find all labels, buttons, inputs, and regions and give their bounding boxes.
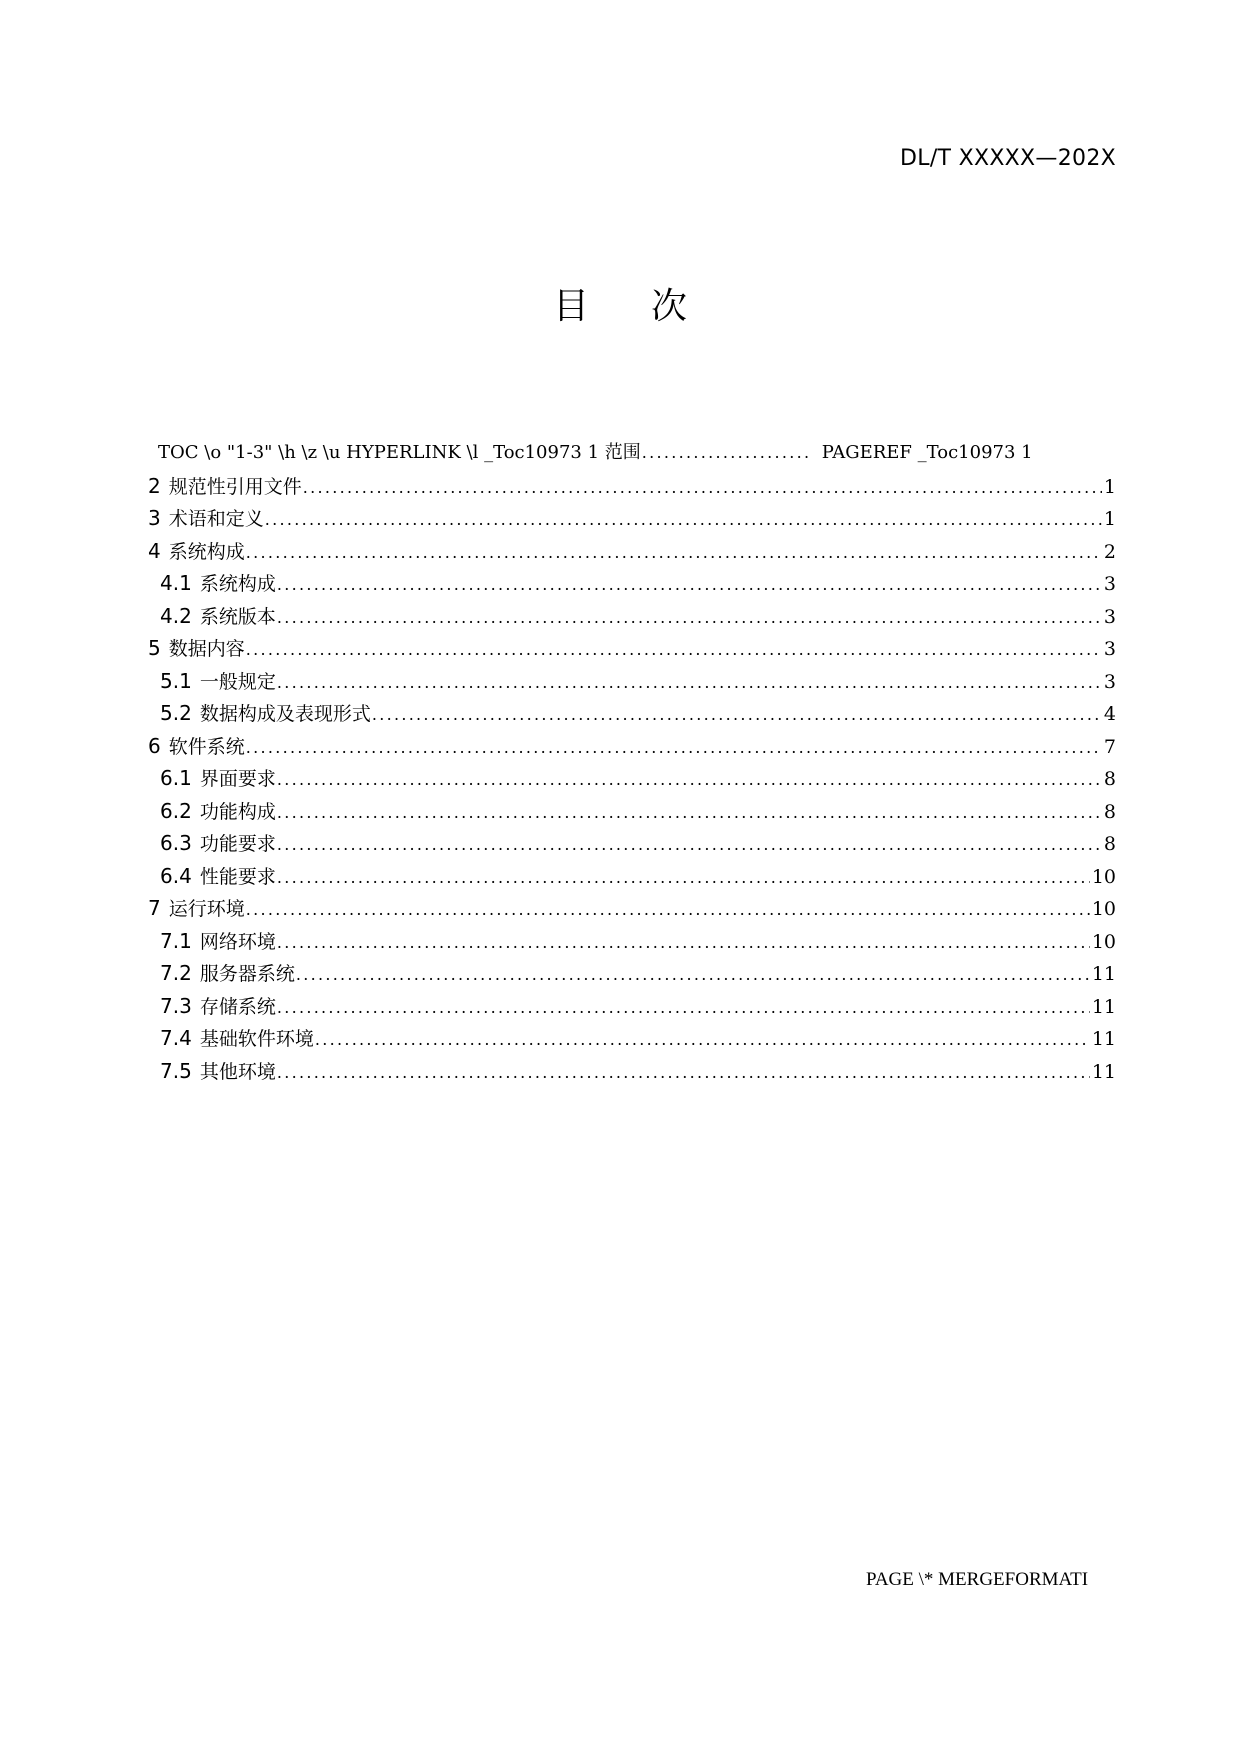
toc-entry-title: 数据构成及表现形式 (199, 703, 371, 725)
toc-entry-title: 软件系统 (168, 735, 245, 758)
toc-dot-leader (277, 764, 1102, 797)
toc-entry-title: 存储系统 (199, 995, 276, 1018)
toc-entry[interactable] (148, 665, 1116, 698)
table-of-contents (148, 437, 1116, 1087)
toc-entry-number: 4.1 (160, 571, 192, 595)
toc-heading (0, 282, 1240, 332)
toc-entry-title: 数据内容 (168, 638, 245, 660)
toc-entry-page: 10 (1091, 930, 1116, 953)
toc-dot-leader (296, 959, 1090, 992)
toc-entry-title: 系统构成 (199, 573, 276, 595)
toc-entry-number: 5 (148, 636, 161, 660)
toc-dot-leader (246, 894, 1090, 927)
toc-entry-page: 11 (1091, 963, 1116, 985)
toc-field-code: TOC \o "1-3" \h \z \u HYPERLINK \l _Toc10973 1 范围 (158, 442, 641, 463)
toc-entry[interactable] (148, 892, 1116, 925)
toc-entry[interactable] (148, 632, 1116, 665)
toc-entry-title: 一般规定 (199, 670, 276, 693)
toc-entry-number: 6.1 (160, 766, 192, 790)
toc-entry-number: 5.2 (160, 701, 192, 725)
toc-entry-title: 功能要求 (199, 833, 276, 855)
toc-heading-char-2: 次 (651, 286, 688, 327)
toc-entry-number: 6.4 (160, 863, 192, 888)
toc-entry[interactable] (148, 795, 1116, 828)
toc-entry-page: 4 (1103, 703, 1116, 725)
toc-entry-title: 术语和定义 (168, 508, 264, 530)
toc-dot-leader (277, 1057, 1090, 1090)
toc-entry-number: 7.5 (160, 1058, 192, 1083)
toc-entry-number: 7 (148, 896, 161, 920)
toc-dot-leader (277, 569, 1102, 602)
toc-entry[interactable] (148, 925, 1116, 958)
toc-entry-page: 3 (1103, 670, 1116, 693)
toc-entry-title: 其他环境 (199, 1060, 276, 1083)
toc-entry-number: 7.2 (160, 961, 192, 985)
toc-entry-title: 规范性引用文件 (168, 475, 302, 498)
toc-dot-leader (315, 1024, 1090, 1057)
toc-entry-number: 6.3 (160, 831, 192, 855)
toc-dot-leader (277, 602, 1102, 635)
toc-entry[interactable] (148, 567, 1116, 600)
toc-entry-title: 运行环境 (168, 898, 245, 920)
toc-dot-leader (277, 992, 1090, 1025)
toc-dot-leader (277, 667, 1102, 700)
toc-entry-title: 功能构成 (199, 800, 276, 823)
toc-dot-leader (277, 797, 1102, 830)
toc-entry-title: 服务器系统 (199, 963, 295, 985)
toc-entry[interactable] (148, 502, 1116, 535)
toc-entry-page: 11 (1091, 1028, 1116, 1050)
toc-entry-number: 4.2 (160, 603, 192, 628)
toc-entry[interactable] (148, 730, 1116, 763)
toc-entry[interactable] (148, 762, 1116, 795)
toc-dot-leader (246, 732, 1102, 765)
toc-entry[interactable] (148, 1055, 1116, 1088)
document-code: DL/T XXXXX—202X (900, 146, 1116, 171)
toc-entry-title: 网络环境 (199, 930, 276, 953)
toc-entry-number: 4 (148, 538, 161, 563)
toc-entry-page: 8 (1103, 800, 1116, 823)
toc-dot-leader (642, 437, 812, 470)
toc-entry-page: 3 (1103, 605, 1116, 628)
toc-entry[interactable] (148, 600, 1116, 633)
toc-entry-page: 8 (1103, 768, 1116, 790)
toc-entry[interactable] (148, 1022, 1116, 1055)
toc-entry[interactable] (148, 957, 1116, 990)
toc-entry-field-code[interactable] (148, 437, 1116, 470)
toc-entry-title: 基础软件环境 (199, 1028, 314, 1050)
toc-dot-leader (277, 862, 1090, 895)
toc-entry-number: 5.1 (160, 668, 192, 693)
toc-entry-number: 2 (148, 473, 161, 498)
toc-entry-title: 系统构成 (168, 540, 245, 563)
toc-entry[interactable] (148, 535, 1116, 568)
toc-dot-leader (265, 504, 1102, 537)
toc-entry-page: 3 (1103, 638, 1116, 660)
toc-entry-title: 性能要求 (199, 865, 276, 888)
toc-entry-number: 7.4 (160, 1026, 192, 1050)
toc-dot-leader (277, 829, 1102, 862)
toc-entry-number: 7.3 (160, 993, 192, 1018)
toc-entry-page: 2 (1103, 540, 1116, 563)
toc-entry-page: 1 (1103, 475, 1116, 498)
toc-entry-title: 系统版本 (199, 605, 276, 628)
toc-heading-char-1: 目 (552, 286, 589, 327)
toc-page-field: PAGEREF _Toc10973 1 (821, 442, 1033, 463)
footer-page-field: PAGE \* MERGEFORMATI (866, 1569, 1089, 1590)
toc-entry-page: 3 (1103, 573, 1116, 595)
toc-entry[interactable] (148, 470, 1116, 503)
toc-entry[interactable] (148, 827, 1116, 860)
toc-entry-page: 10 (1091, 898, 1116, 920)
toc-entry[interactable] (148, 697, 1116, 730)
toc-entry-page: 10 (1091, 865, 1116, 888)
toc-entry-number: 3 (148, 506, 161, 530)
toc-entry[interactable] (148, 860, 1116, 893)
toc-entry-page: 7 (1103, 735, 1116, 758)
toc-entry-page: 8 (1103, 833, 1116, 855)
toc-entry[interactable] (148, 990, 1116, 1023)
toc-dot-leader (372, 699, 1102, 732)
toc-entry-number: 7.1 (160, 928, 192, 953)
toc-dot-leader (277, 927, 1090, 960)
toc-dot-leader (246, 537, 1102, 570)
toc-entry-number: 6 (148, 733, 161, 758)
toc-entry-page: 11 (1091, 995, 1116, 1018)
toc-entry-page: 11 (1091, 1060, 1116, 1083)
toc-entry-number: 6.2 (160, 798, 192, 823)
toc-dot-leader (303, 472, 1102, 505)
toc-entry-title: 界面要求 (199, 768, 276, 790)
toc-entry-page: 1 (1103, 508, 1116, 530)
toc-dot-leader (246, 634, 1102, 667)
